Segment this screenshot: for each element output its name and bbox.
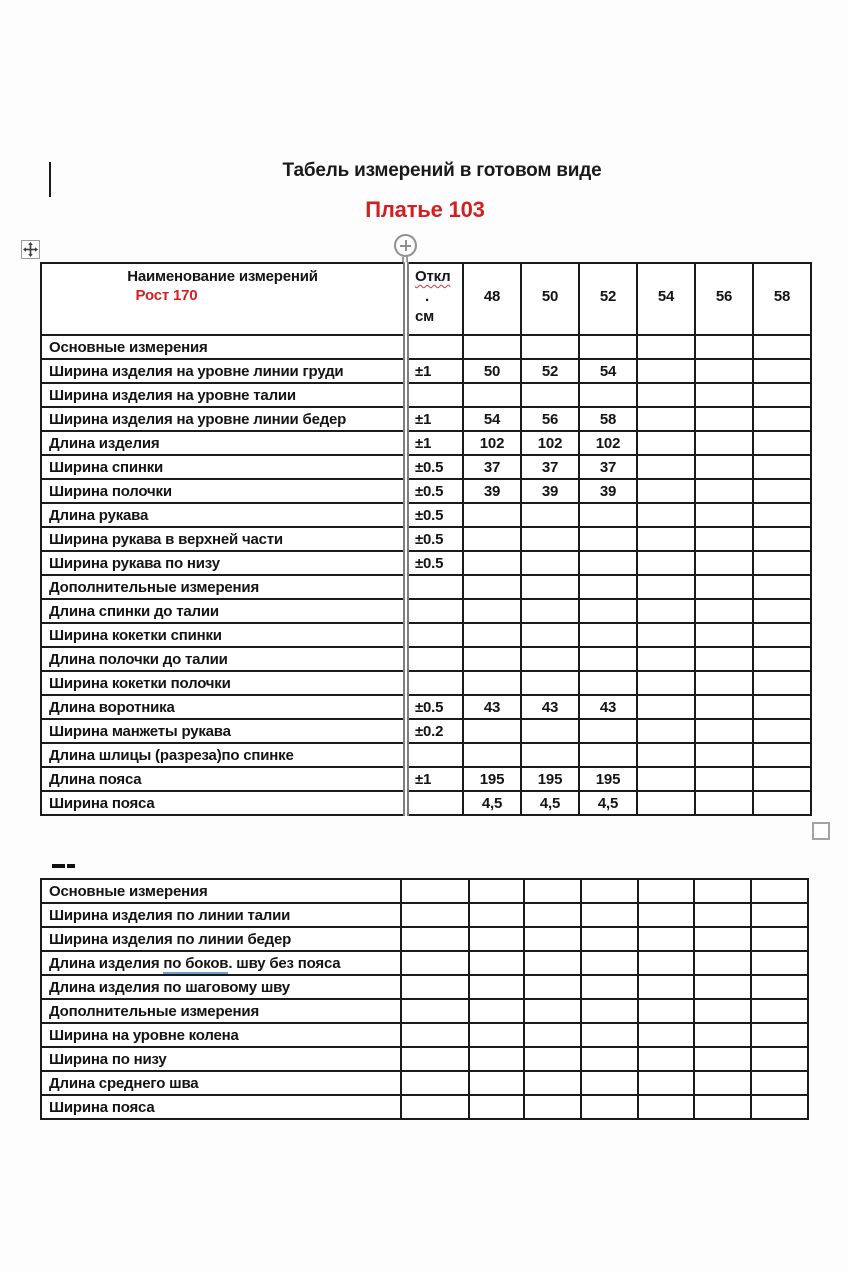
header-growth-label: Рост 170 <box>135 287 198 304</box>
size-value-cell[interactable] <box>579 575 637 599</box>
size-value-cell[interactable] <box>637 647 695 671</box>
size-value-cell[interactable] <box>463 527 521 551</box>
deviation-cell[interactable] <box>406 623 463 647</box>
size-value-cell[interactable] <box>695 503 753 527</box>
table-row <box>41 335 811 359</box>
size-value-cell[interactable] <box>753 719 811 743</box>
size-value-cell[interactable] <box>524 1095 581 1119</box>
deviation-cell[interactable]: ±0.5 <box>406 479 463 503</box>
table1-body <box>41 335 811 815</box>
document-subtitle[interactable]: Платье 103 <box>365 197 485 222</box>
size-value-cell[interactable]: 58 <box>579 407 637 431</box>
table2-body <box>41 879 808 1119</box>
size-value-cell[interactable] <box>695 335 753 359</box>
size-value-cell[interactable] <box>469 1023 524 1047</box>
deviation-cell[interactable] <box>401 1047 469 1071</box>
table-row <box>41 1023 808 1047</box>
size-value-cell[interactable] <box>751 927 808 951</box>
size-value-cell[interactable] <box>751 975 808 999</box>
deviation-cell[interactable]: ±0.5 <box>406 527 463 551</box>
deviation-cell[interactable] <box>406 671 463 695</box>
size-value-cell[interactable] <box>753 383 811 407</box>
size-value-cell[interactable] <box>637 743 695 767</box>
size-value-cell[interactable]: 54 <box>579 359 637 383</box>
size-value-cell[interactable] <box>469 879 524 903</box>
size-value-cell[interactable]: 39 <box>463 479 521 503</box>
size-value-cell[interactable]: 195 <box>579 767 637 791</box>
size-value-cell[interactable] <box>469 903 524 927</box>
size-value-cell[interactable] <box>524 1071 581 1095</box>
section-label-cell[interactable]: Основные измерения <box>41 879 401 903</box>
size-value-cell[interactable] <box>694 1023 751 1047</box>
size-value-cell[interactable] <box>695 743 753 767</box>
size-value-cell[interactable] <box>524 1047 581 1071</box>
size-value-cell[interactable] <box>638 927 694 951</box>
size-value-cell[interactable] <box>637 455 695 479</box>
header-size-52[interactable]: 52 <box>579 263 637 335</box>
size-value-cell[interactable] <box>753 671 811 695</box>
size-value-cell[interactable]: 43 <box>463 695 521 719</box>
size-value-cell[interactable]: 43 <box>579 695 637 719</box>
measurement-table-secondary <box>40 878 809 1120</box>
size-value-cell[interactable] <box>695 695 753 719</box>
measurement-label-cell[interactable]: Длина полочки до талии <box>41 647 406 671</box>
table-row <box>41 575 811 599</box>
header-deviation-word: Откл <box>415 268 451 285</box>
size-value-cell[interactable] <box>638 1095 694 1119</box>
size-value-cell[interactable] <box>524 951 581 975</box>
size-value-cell[interactable] <box>695 719 753 743</box>
size-value-cell[interactable] <box>753 647 811 671</box>
size-value-cell[interactable] <box>579 671 637 695</box>
size-value-cell[interactable] <box>579 719 637 743</box>
deviation-cell[interactable]: ±1 <box>406 407 463 431</box>
size-value-cell[interactable] <box>637 575 695 599</box>
size-value-cell[interactable] <box>753 503 811 527</box>
table-row <box>41 527 811 551</box>
size-value-cell[interactable]: 54 <box>463 407 521 431</box>
size-value-cell[interactable] <box>695 671 753 695</box>
deviation-cell[interactable]: ±1 <box>406 359 463 383</box>
size-value-cell[interactable] <box>524 879 581 903</box>
size-value-cell[interactable] <box>579 623 637 647</box>
size-value-cell[interactable] <box>751 999 808 1023</box>
size-value-cell[interactable]: 37 <box>579 455 637 479</box>
size-value-cell[interactable] <box>753 551 811 575</box>
size-value-cell[interactable] <box>637 767 695 791</box>
deviation-cell[interactable] <box>401 1071 469 1095</box>
grammar-underlined-text: по боков <box>163 954 229 972</box>
size-value-cell[interactable] <box>638 1023 694 1047</box>
table-row <box>41 431 811 455</box>
size-value-cell[interactable] <box>694 1095 751 1119</box>
measurement-label-cell[interactable]: Ширина рукава в верхней части <box>41 527 406 551</box>
size-value-cell[interactable] <box>637 791 695 815</box>
size-value-cell[interactable] <box>637 599 695 623</box>
size-value-cell[interactable] <box>637 383 695 407</box>
deviation-cell[interactable] <box>401 1095 469 1119</box>
header-size-56[interactable]: 56 <box>695 263 753 335</box>
deviation-cell[interactable]: ±1 <box>406 431 463 455</box>
size-value-cell[interactable]: 102 <box>521 431 579 455</box>
measurement-table-finished <box>40 262 812 816</box>
table-row <box>41 1071 808 1095</box>
size-value-cell[interactable] <box>751 1095 808 1119</box>
header-size-58[interactable]: 58 <box>753 263 811 335</box>
measurement-label-cell[interactable]: Ширина кокетки спинки <box>41 623 406 647</box>
size-value-cell[interactable] <box>638 1071 694 1095</box>
size-value-cell[interactable] <box>638 879 694 903</box>
size-value-cell[interactable]: 39 <box>521 479 579 503</box>
header-size-50[interactable]: 50 <box>521 263 579 335</box>
table-row <box>41 671 811 695</box>
size-value-cell[interactable] <box>579 647 637 671</box>
size-value-cell[interactable] <box>521 551 579 575</box>
size-value-cell[interactable] <box>753 527 811 551</box>
size-value-cell[interactable] <box>524 927 581 951</box>
size-value-cell[interactable] <box>753 575 811 599</box>
size-value-cell[interactable] <box>695 599 753 623</box>
four-way-arrow-icon <box>23 242 38 257</box>
deviation-cell[interactable] <box>401 879 469 903</box>
deviation-cell[interactable] <box>401 927 469 951</box>
size-value-cell[interactable] <box>521 623 579 647</box>
size-value-cell[interactable] <box>521 719 579 743</box>
size-value-cell[interactable] <box>469 1047 524 1071</box>
size-value-cell[interactable] <box>581 1047 638 1071</box>
size-value-cell[interactable] <box>524 903 581 927</box>
size-value-cell[interactable] <box>753 407 811 431</box>
size-value-cell[interactable] <box>637 407 695 431</box>
table-row <box>41 359 811 383</box>
table-row <box>41 383 811 407</box>
table-row <box>41 551 811 575</box>
table-row <box>41 695 811 719</box>
size-value-cell[interactable] <box>694 1071 751 1095</box>
measurement-label-cell[interactable]: Длина рукава <box>41 503 406 527</box>
size-value-cell[interactable] <box>469 999 524 1023</box>
size-value-cell[interactable] <box>753 767 811 791</box>
header-size-48[interactable]: 48 <box>463 263 521 335</box>
size-value-cell[interactable] <box>751 1023 808 1047</box>
size-value-cell[interactable] <box>637 479 695 503</box>
size-value-cell[interactable] <box>463 743 521 767</box>
deviation-cell[interactable] <box>406 383 463 407</box>
size-value-cell[interactable] <box>695 359 753 383</box>
size-value-cell[interactable] <box>638 975 694 999</box>
table-row <box>41 407 811 431</box>
table-row <box>41 623 811 647</box>
size-value-cell[interactable] <box>581 975 638 999</box>
size-value-cell[interactable] <box>695 551 753 575</box>
section-label-cell[interactable]: Дополнительные измерения <box>41 575 406 599</box>
size-value-cell[interactable] <box>753 455 811 479</box>
table-row <box>41 903 808 927</box>
measurement-label-cell[interactable]: Ширина по низу <box>41 1047 401 1071</box>
table-row <box>41 951 808 975</box>
size-value-cell[interactable] <box>753 599 811 623</box>
size-value-cell[interactable] <box>469 1095 524 1119</box>
size-value-cell[interactable] <box>524 1023 581 1047</box>
measurement-label-cell[interactable]: Длина шлицы (разреза)по спинке <box>41 743 406 767</box>
measurement-label-cell[interactable]: Ширина пояса <box>41 1095 401 1119</box>
size-value-cell[interactable] <box>521 335 579 359</box>
size-value-cell[interactable] <box>521 743 579 767</box>
header-measure-name: Наименование измерений <box>127 268 318 285</box>
deviation-cell[interactable] <box>406 647 463 671</box>
size-value-cell[interactable] <box>637 335 695 359</box>
size-value-cell[interactable] <box>751 1071 808 1095</box>
size-value-cell[interactable] <box>753 335 811 359</box>
size-value-cell[interactable] <box>695 767 753 791</box>
table-row <box>41 975 808 999</box>
size-value-cell[interactable] <box>579 599 637 623</box>
deviation-cell[interactable]: ±0.2 <box>406 719 463 743</box>
deviation-cell[interactable] <box>406 575 463 599</box>
size-value-cell[interactable]: 195 <box>521 767 579 791</box>
table-row <box>41 455 811 479</box>
size-value-cell[interactable] <box>579 743 637 767</box>
deviation-cell[interactable] <box>401 1023 469 1047</box>
size-value-cell[interactable] <box>463 671 521 695</box>
insert-column-plus-icon[interactable] <box>394 234 417 257</box>
table-row <box>41 1095 808 1119</box>
deviation-cell[interactable]: ±0.5 <box>406 455 463 479</box>
size-value-cell[interactable]: 102 <box>579 431 637 455</box>
size-value-cell[interactable] <box>463 647 521 671</box>
deviation-cell[interactable] <box>401 951 469 975</box>
table-row <box>41 927 808 951</box>
measurement-label-cell[interactable]: Длина спинки до талии <box>41 599 406 623</box>
measurement-label-cell[interactable]: Ширина рукава по низу <box>41 551 406 575</box>
size-value-cell[interactable] <box>753 791 811 815</box>
size-value-cell[interactable] <box>637 671 695 695</box>
size-value-cell[interactable] <box>637 359 695 383</box>
measurement-label-cell[interactable]: Ширина полочки <box>41 479 406 503</box>
size-value-cell[interactable] <box>694 999 751 1023</box>
size-value-cell[interactable] <box>463 383 521 407</box>
measurement-label-cell[interactable]: Длина воротника <box>41 695 406 719</box>
size-value-cell[interactable]: 52 <box>521 359 579 383</box>
measurement-label-cell[interactable]: Ширина пояса <box>41 791 406 815</box>
table-row <box>41 479 811 503</box>
table-row <box>41 879 808 903</box>
size-value-cell[interactable] <box>695 791 753 815</box>
size-value-cell[interactable] <box>753 623 811 647</box>
size-value-cell[interactable]: 4,5 <box>521 791 579 815</box>
size-value-cell[interactable] <box>463 623 521 647</box>
size-value-cell[interactable] <box>463 503 521 527</box>
size-value-cell[interactable] <box>524 975 581 999</box>
table-row <box>41 599 811 623</box>
deviation-cell[interactable]: ±0.5 <box>406 551 463 575</box>
size-value-cell[interactable] <box>579 503 637 527</box>
size-value-cell[interactable]: 195 <box>463 767 521 791</box>
size-value-cell[interactable] <box>579 527 637 551</box>
size-value-cell[interactable] <box>579 383 637 407</box>
size-value-cell[interactable] <box>753 743 811 767</box>
table-row <box>41 767 811 791</box>
size-value-cell[interactable] <box>637 551 695 575</box>
deviation-cell[interactable] <box>401 975 469 999</box>
header-measure-name-cell[interactable] <box>41 263 406 335</box>
size-value-cell[interactable] <box>695 407 753 431</box>
size-value-cell[interactable] <box>695 455 753 479</box>
size-value-cell[interactable] <box>637 623 695 647</box>
size-value-cell[interactable] <box>637 695 695 719</box>
size-value-cell[interactable]: 56 <box>521 407 579 431</box>
table-row <box>41 743 811 767</box>
measurement-label-cell[interactable]: Ширина манжеты рукава <box>41 719 406 743</box>
measurement-label-cell[interactable]: Длина изделия <box>41 431 406 455</box>
size-value-cell[interactable] <box>751 903 808 927</box>
size-value-cell[interactable] <box>637 527 695 551</box>
size-value-cell[interactable] <box>521 575 579 599</box>
size-value-cell[interactable] <box>637 719 695 743</box>
size-value-cell[interactable] <box>581 879 638 903</box>
header-size-54[interactable]: 54 <box>637 263 695 335</box>
measurement-label-cell[interactable]: Длина пояса <box>41 767 406 791</box>
size-value-cell[interactable] <box>521 671 579 695</box>
size-value-cell[interactable] <box>581 1095 638 1119</box>
size-value-cell[interactable]: 39 <box>579 479 637 503</box>
size-value-cell[interactable] <box>521 383 579 407</box>
measurement-label-cell[interactable]: Ширина изделия по линии бедер <box>41 927 401 951</box>
deviation-cell[interactable] <box>406 599 463 623</box>
size-value-cell[interactable] <box>751 951 808 975</box>
size-value-cell[interactable] <box>695 575 753 599</box>
table-row <box>41 503 811 527</box>
size-value-cell[interactable]: 43 <box>521 695 579 719</box>
size-value-cell[interactable] <box>469 927 524 951</box>
size-value-cell[interactable] <box>751 1047 808 1071</box>
deviation-cell[interactable]: ±0.5 <box>406 695 463 719</box>
header-deviation-dot: . <box>425 288 429 305</box>
table-row <box>41 791 811 815</box>
size-value-cell[interactable] <box>753 695 811 719</box>
size-value-cell[interactable] <box>694 903 751 927</box>
size-value-cell[interactable] <box>753 479 811 503</box>
table-move-handle-icon[interactable] <box>21 240 40 259</box>
size-value-cell[interactable]: 37 <box>463 455 521 479</box>
deviation-cell[interactable]: ±1 <box>406 767 463 791</box>
header-deviation-cell[interactable] <box>406 263 463 335</box>
size-value-cell[interactable] <box>469 975 524 999</box>
size-value-cell[interactable] <box>524 999 581 1023</box>
measurement-label-cell[interactable]: Ширина изделия по линии талии <box>41 903 401 927</box>
size-value-cell[interactable] <box>463 335 521 359</box>
size-value-cell[interactable] <box>694 879 751 903</box>
measurement-label-cell[interactable]: Длина среднего шва <box>41 1071 401 1095</box>
size-value-cell[interactable] <box>638 999 694 1023</box>
size-value-cell[interactable] <box>637 503 695 527</box>
size-value-cell[interactable] <box>581 999 638 1023</box>
dash-mark <box>52 864 75 868</box>
section-label-cell[interactable]: Дополнительные измерения <box>41 999 401 1023</box>
deviation-cell[interactable] <box>406 743 463 767</box>
size-value-cell[interactable] <box>695 647 753 671</box>
table-row <box>41 719 811 743</box>
size-value-cell[interactable] <box>463 599 521 623</box>
size-value-cell[interactable] <box>521 647 579 671</box>
size-value-cell[interactable] <box>638 951 694 975</box>
size-value-cell[interactable] <box>637 431 695 455</box>
measurement-label-cell[interactable]: Длина изделия по шаговому шву <box>41 975 401 999</box>
size-value-cell[interactable] <box>638 1047 694 1071</box>
size-value-cell[interactable]: 50 <box>463 359 521 383</box>
deviation-cell[interactable] <box>406 335 463 359</box>
measurement-label-cell[interactable]: Ширина кокетки полочки <box>41 671 406 695</box>
size-value-cell[interactable] <box>695 479 753 503</box>
size-value-cell[interactable] <box>521 527 579 551</box>
measurement-label-cell[interactable]: Ширина изделия на уровне линии груди <box>41 359 406 383</box>
size-value-cell[interactable] <box>695 623 753 647</box>
size-value-cell[interactable] <box>638 903 694 927</box>
size-value-cell[interactable] <box>753 431 811 455</box>
size-value-cell[interactable] <box>521 599 579 623</box>
deviation-cell[interactable] <box>406 791 463 815</box>
size-value-cell[interactable] <box>469 951 524 975</box>
table-row <box>41 999 808 1023</box>
size-value-cell[interactable] <box>463 575 521 599</box>
size-value-cell[interactable] <box>469 1071 524 1095</box>
size-value-cell[interactable] <box>694 927 751 951</box>
size-value-cell[interactable] <box>581 951 638 975</box>
size-value-cell[interactable] <box>463 719 521 743</box>
measurement-label-cell[interactable]: Ширина изделия на уровне линии бедер <box>41 407 406 431</box>
section-label-cell[interactable]: Основные измерения <box>41 335 406 359</box>
table-row <box>41 1047 808 1071</box>
size-value-cell[interactable] <box>521 503 579 527</box>
table-resize-handle-icon[interactable] <box>812 822 830 840</box>
size-value-cell[interactable] <box>751 879 808 903</box>
header-deviation-unit: см <box>415 308 435 325</box>
table-header-row <box>41 263 811 335</box>
size-value-cell[interactable] <box>694 951 751 975</box>
deviation-cell[interactable]: ±0.5 <box>406 503 463 527</box>
size-value-cell[interactable] <box>581 927 638 951</box>
size-value-cell[interactable]: 102 <box>463 431 521 455</box>
size-value-cell[interactable] <box>753 359 811 383</box>
size-value-cell[interactable] <box>695 527 753 551</box>
table-row <box>41 647 811 671</box>
measurement-label-cell[interactable]: Ширина спинки <box>41 455 406 479</box>
measurement-label-cell[interactable]: Ширина на уровне колена <box>41 1023 401 1047</box>
size-value-cell[interactable] <box>695 383 753 407</box>
size-value-cell[interactable]: 4,5 <box>579 791 637 815</box>
measurement-label-cell[interactable]: Длина изделия по боков. шву без пояса <box>41 951 401 975</box>
measurement-label-cell[interactable]: Ширина изделия на уровне талии <box>41 383 406 407</box>
size-value-cell[interactable] <box>579 335 637 359</box>
size-value-cell[interactable] <box>463 551 521 575</box>
size-value-cell[interactable]: 4,5 <box>463 791 521 815</box>
deviation-cell[interactable] <box>401 999 469 1023</box>
size-value-cell[interactable] <box>581 903 638 927</box>
size-value-cell[interactable] <box>579 551 637 575</box>
size-value-cell[interactable] <box>581 1071 638 1095</box>
size-value-cell[interactable]: 37 <box>521 455 579 479</box>
size-value-cell[interactable] <box>581 1023 638 1047</box>
document-title[interactable]: Табель измерений в готовом виде <box>282 160 602 181</box>
size-value-cell[interactable] <box>694 1047 751 1071</box>
size-value-cell[interactable] <box>695 431 753 455</box>
deviation-cell[interactable] <box>401 903 469 927</box>
size-value-cell[interactable] <box>694 975 751 999</box>
